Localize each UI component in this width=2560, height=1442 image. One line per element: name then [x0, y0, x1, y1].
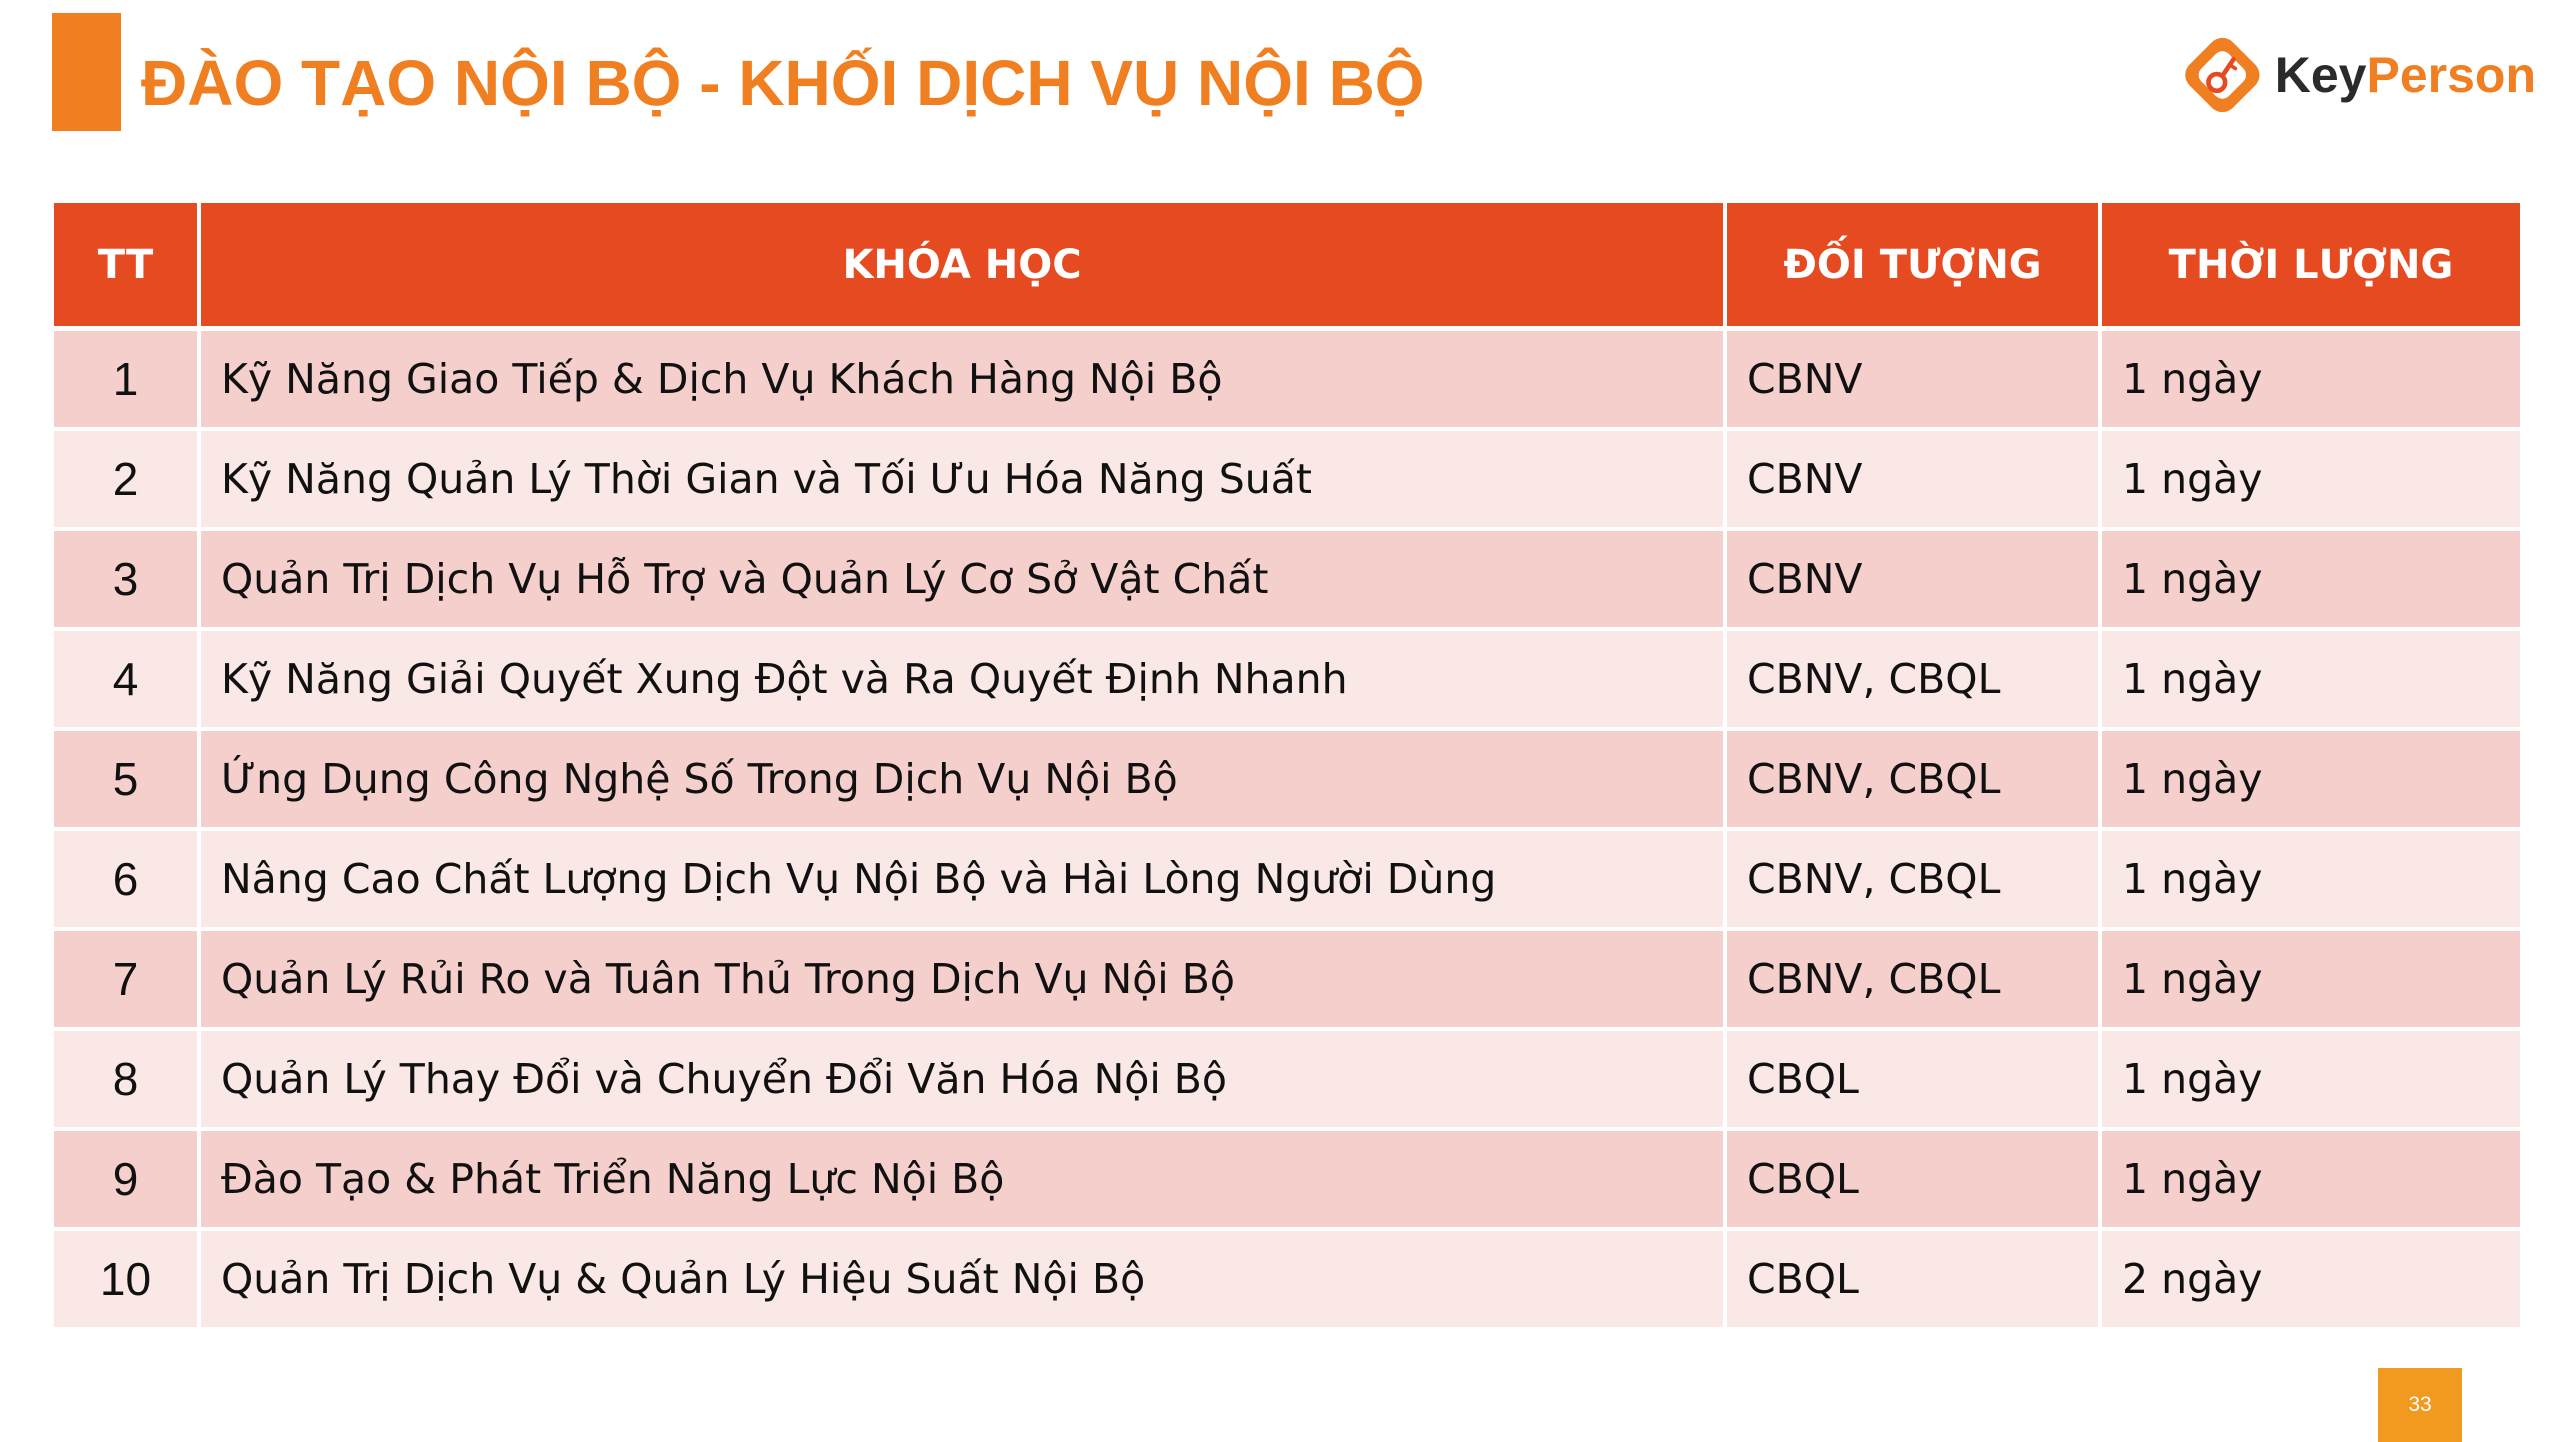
cell-course: Quản Trị Dịch Vụ Hỗ Trợ và Quản Lý Cơ Sở Vật Chất	[199, 529, 1725, 629]
logo-text-person: Person	[2366, 47, 2536, 103]
cell-duration: 1 ngày	[2100, 829, 2520, 929]
cell-tt: 6	[54, 829, 199, 929]
title-accent-bar	[52, 13, 121, 131]
cell-duration: 2 ngày	[2100, 1229, 2520, 1327]
cell-target: CBNV, CBQL	[1725, 929, 2100, 1029]
cell-duration: 1 ngày	[2100, 329, 2520, 430]
cell-target: CBNV, CBQL	[1725, 629, 2100, 729]
table-row	[54, 329, 2520, 430]
cell-target: CBNV, CBQL	[1725, 729, 2100, 829]
cell-tt: 5	[54, 729, 199, 829]
cell-course: Đào Tạo & Phát Triển Năng Lực Nội Bộ	[199, 1129, 1725, 1229]
cell-tt: 10	[54, 1229, 199, 1327]
table-row	[54, 529, 2520, 629]
cell-duration: 1 ngày	[2100, 929, 2520, 1029]
column-header-duration: THỜI LƯỢNG	[2100, 203, 2520, 329]
column-header-target: ĐỐI TƯỢNG	[1725, 203, 2100, 329]
cell-course: Quản Lý Thay Đổi và Chuyển Đổi Văn Hóa Nội Bộ	[199, 1029, 1725, 1129]
table-row	[54, 629, 2520, 729]
cell-duration: 1 ngày	[2100, 729, 2520, 829]
cell-duration: 1 ngày	[2100, 1129, 2520, 1229]
cell-target: CBQL	[1725, 1229, 2100, 1327]
cell-course: Nâng Cao Chất Lượng Dịch Vụ Nội Bộ và Hài Lòng Người Dùng	[199, 829, 1725, 929]
cell-course: Quản Lý Rủi Ro và Tuân Thủ Trong Dịch Vụ Nội Bộ	[199, 929, 1725, 1029]
table-row	[54, 1129, 2520, 1229]
cell-tt: 7	[54, 929, 199, 1029]
cell-target: CBNV	[1725, 329, 2100, 430]
page-number: 33	[2378, 1368, 2462, 1442]
table-row	[54, 929, 2520, 1029]
cell-course: Quản Trị Dịch Vụ & Quản Lý Hiệu Suất Nội Bộ	[199, 1229, 1725, 1327]
keyperson-logo	[2176, 25, 2536, 125]
table-row	[54, 1229, 2520, 1327]
cell-target: CBNV	[1725, 529, 2100, 629]
cell-duration: 1 ngày	[2100, 629, 2520, 729]
table-row	[54, 429, 2520, 529]
cell-tt: 4	[54, 629, 199, 729]
table-row	[54, 829, 2520, 929]
cell-target: CBQL	[1725, 1129, 2100, 1229]
logo-text-key: Key	[2274, 47, 2367, 103]
table-row	[54, 729, 2520, 829]
page-title: ĐÀO TẠO NỘI BỘ - KHỐI DỊCH VỤ NỘI BỘ	[141, 47, 1425, 119]
table-row	[54, 1029, 2520, 1129]
cell-course: Kỹ Năng Giải Quyết Xung Đột và Ra Quyết Định Nhanh	[199, 629, 1725, 729]
cell-course: Kỹ Năng Quản Lý Thời Gian và Tối Ưu Hóa Năng Suất	[199, 429, 1725, 529]
course-table	[54, 203, 2520, 1327]
column-header-course: KHÓA HỌC	[199, 203, 1725, 329]
cell-target: CBNV	[1725, 429, 2100, 529]
cell-tt: 9	[54, 1129, 199, 1229]
cell-course: Ứng Dụng Công Nghệ Số Trong Dịch Vụ Nội Bộ	[199, 729, 1725, 829]
cell-target: CBNV, CBQL	[1725, 829, 2100, 929]
key-icon	[2176, 25, 2269, 125]
cell-duration: 1 ngày	[2100, 1029, 2520, 1129]
cell-target: CBQL	[1725, 1029, 2100, 1129]
cell-tt: 1	[54, 329, 199, 430]
cell-course: Kỹ Năng Giao Tiếp & Dịch Vụ Khách Hàng Nội Bộ	[199, 329, 1725, 430]
cell-tt: 3	[54, 529, 199, 629]
cell-duration: 1 ngày	[2100, 529, 2520, 629]
cell-tt: 2	[54, 429, 199, 529]
cell-duration: 1 ngày	[2100, 429, 2520, 529]
column-header-tt: TT	[54, 203, 199, 329]
cell-tt: 8	[54, 1029, 199, 1129]
logo-text	[2274, 47, 2536, 103]
table-header-row	[54, 203, 2520, 329]
